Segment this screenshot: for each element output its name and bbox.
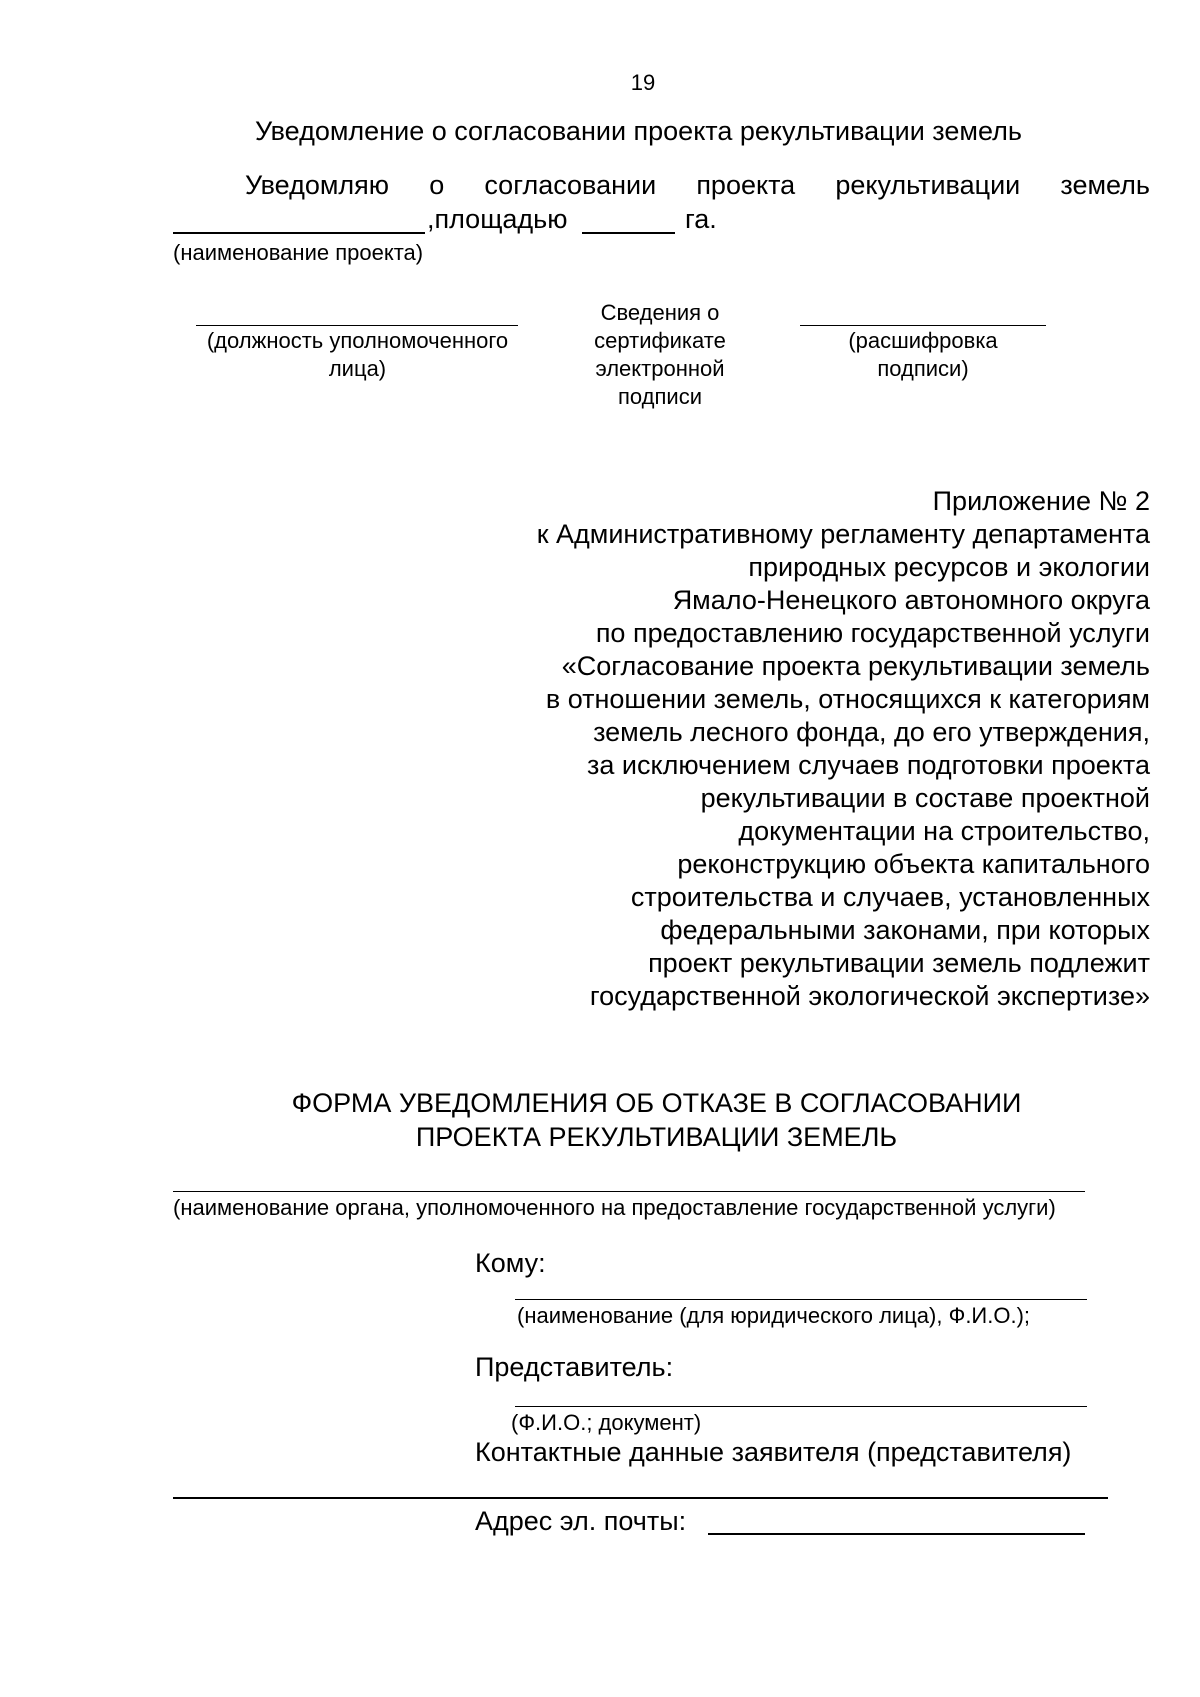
area-prefix: ,площадью <box>427 204 568 234</box>
appendix-line: документации на строительство, <box>738 816 1150 846</box>
appendix-line: к Административному регламенту департамента <box>536 519 1150 549</box>
notice-word: рекультивации <box>835 170 1021 200</box>
appendix-line: за исключением случаев подготовки проекта <box>586 750 1150 780</box>
authority-caption: (наименование органа, уполномоченного на предоставление государственной услуги) <box>173 1195 1056 1220</box>
appendix-line: в отношении земель, относящихся к категориям <box>545 684 1150 714</box>
appendix-line: Ямало-Ненецкого автономного округа <box>672 585 1150 615</box>
position-caption-1: (должность уполномоченного <box>206 328 509 353</box>
to-line <box>515 1299 1087 1300</box>
appendix-line: государственной экологической экспертизе» <box>589 981 1150 1011</box>
project-name-blank <box>173 232 425 234</box>
email-label: Адрес эл. почты: <box>475 1506 687 1536</box>
appendix-line: рекультивации в составе проектной <box>700 783 1150 813</box>
certificate-line: Сведения о <box>600 300 720 325</box>
appendix-line: природных ресурсов и экологии <box>748 552 1150 582</box>
notice-word: Уведомляю <box>245 170 390 200</box>
to-caption: (наименование (для юридического лица), Ф.И.О.); <box>517 1303 1031 1328</box>
to-label: Кому: <box>475 1248 546 1278</box>
appendix-line: строительства и случаев, установленных <box>630 882 1150 912</box>
form-title-line1: ФОРМА УВЕДОМЛЕНИЯ ОБ ОТКАЗЕ В СОГЛАСОВАНИИ <box>291 1088 1022 1118</box>
contacts-label: Контактные данные заявителя (представителя) <box>475 1437 1072 1467</box>
page-number: 19 <box>630 70 656 95</box>
notice-word: согласовании <box>484 170 657 200</box>
appendix-line: проект рекультивации земель подлежит <box>648 948 1150 978</box>
certificate-line: сертификате <box>594 328 726 353</box>
area-unit: га. <box>685 204 717 234</box>
position-caption-2: лица) <box>328 356 387 381</box>
contacts-line <box>173 1497 1108 1499</box>
certificate-line: электронной <box>595 356 725 381</box>
notice-word: земель <box>1060 170 1150 200</box>
notice-paragraph <box>245 170 1150 201</box>
appendix-line: по предоставлению государственной услуги <box>595 618 1150 648</box>
authority-name-line <box>173 1191 1085 1192</box>
certificate-line: подписи <box>618 384 702 409</box>
notice-word: о <box>429 170 445 200</box>
decoding-caption-1: (расшифровка <box>848 328 998 353</box>
appendix-line: Приложение № 2 <box>932 486 1150 516</box>
form-title-line2: ПРОЕКТА РЕКУЛЬТИВАЦИИ ЗЕМЕЛЬ <box>415 1122 898 1152</box>
appendix-line: федеральными законами, при которых <box>660 915 1150 945</box>
appendix-line: реконструкцию объекта капитального <box>677 849 1150 879</box>
appendix-line: «Согласование проекта рекультивации земель <box>561 651 1150 681</box>
representative-line <box>515 1406 1087 1407</box>
notice-title: Уведомление о согласовании проекта рекультивации земель <box>255 116 1022 146</box>
decoding-signature-line <box>800 325 1046 326</box>
area-blank <box>582 232 675 234</box>
representative-caption: (Ф.И.О.; документ) <box>511 1410 702 1435</box>
representative-label: Представитель: <box>475 1352 674 1382</box>
position-signature-line <box>196 325 518 326</box>
decoding-caption-2: подписи) <box>877 356 969 381</box>
email-line <box>708 1533 1085 1535</box>
appendix-line: земель лесного фонда, до его утверждения, <box>593 717 1150 747</box>
project-name-caption: (наименование проекта) <box>173 240 424 265</box>
notice-word: проекта <box>696 170 796 200</box>
